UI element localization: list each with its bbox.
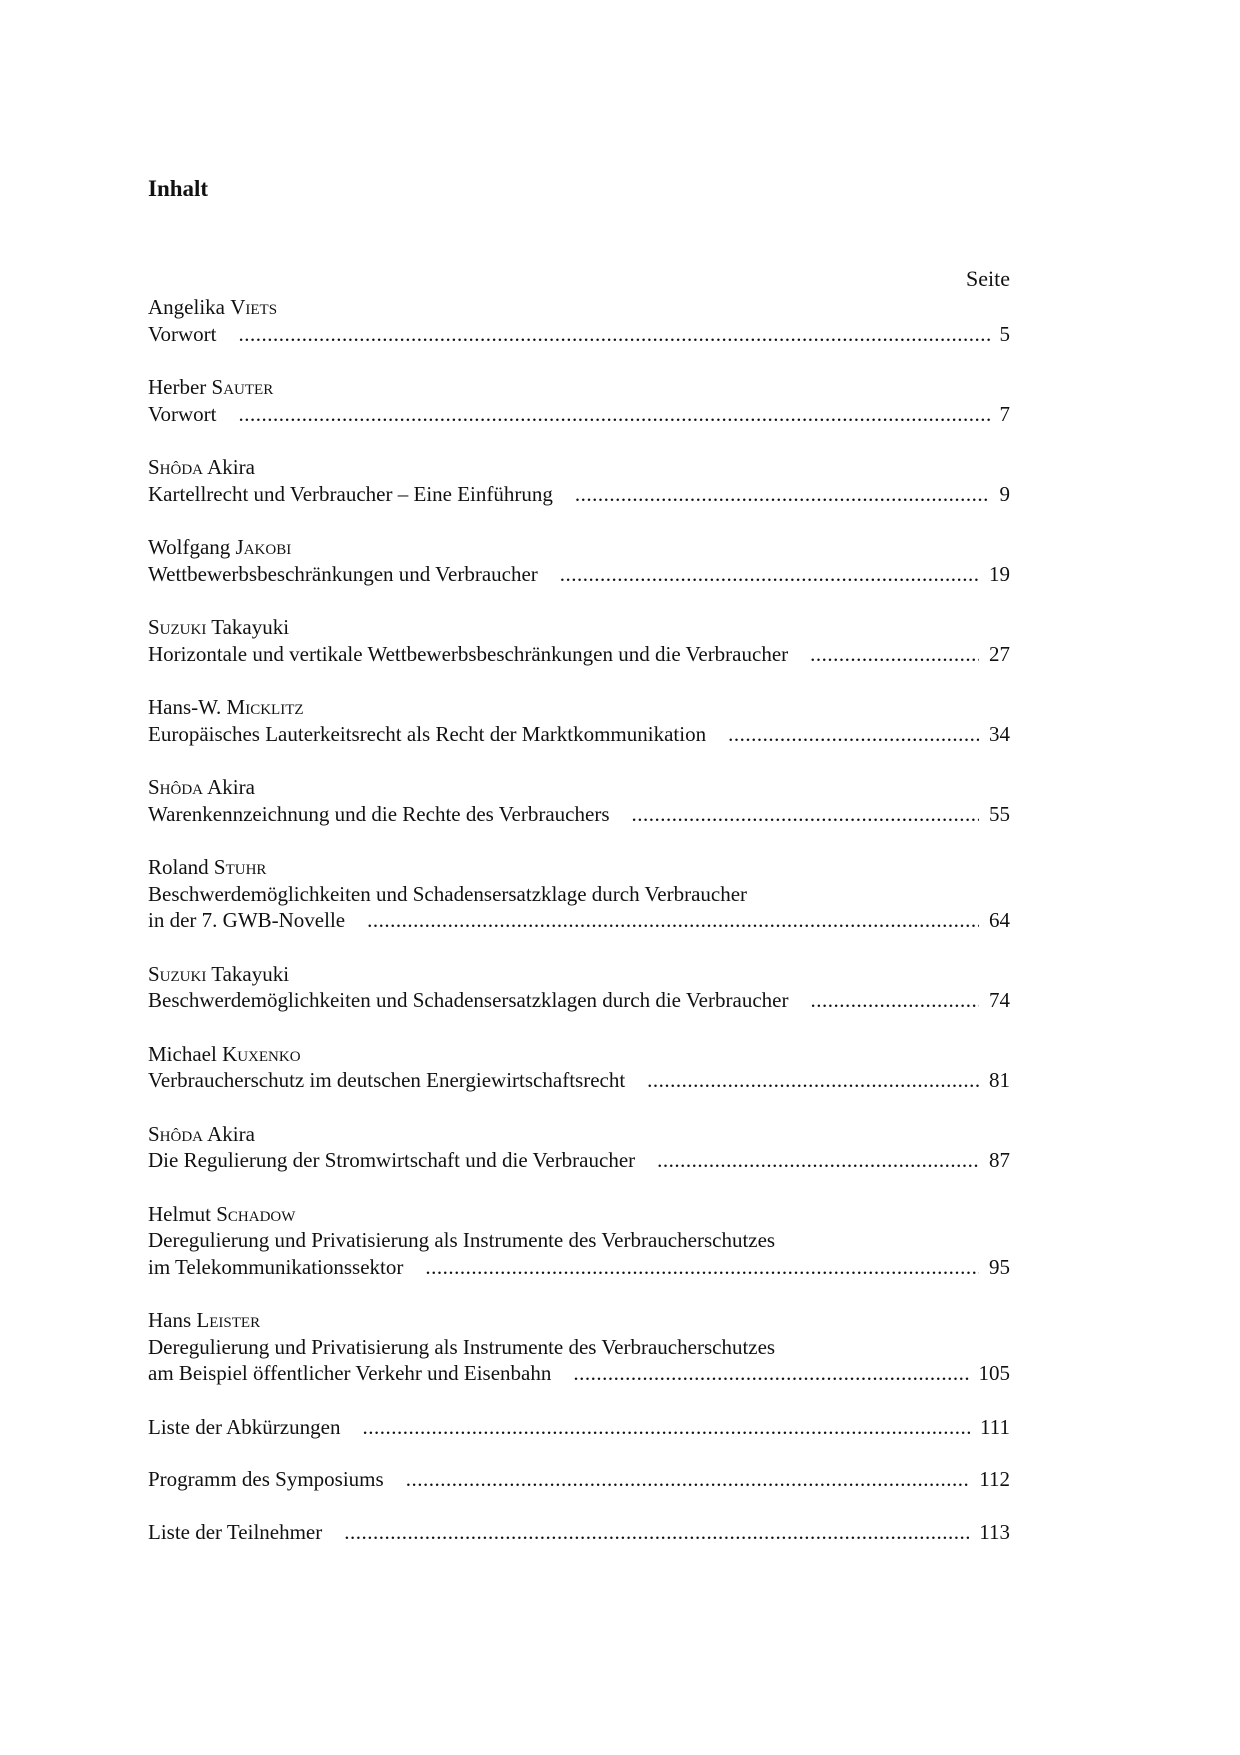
toc-title-row[interactable] — [148, 1360, 1010, 1387]
page-number: 55 — [989, 801, 1010, 826]
toc-title-row[interactable] — [148, 641, 1010, 668]
dot-leader — [238, 401, 989, 428]
toc-title: Kartellrecht und Verbraucher – Eine Einführung — [148, 481, 553, 506]
page-number: 95 — [989, 1254, 1010, 1279]
author-given-name: Akira — [207, 775, 255, 799]
page-number: 112 — [979, 1467, 1010, 1491]
toc-title-row[interactable] — [148, 907, 1010, 934]
author-first-name: Hans-W. — [148, 695, 222, 719]
dot-leader — [810, 641, 979, 668]
toc-title-row[interactable] — [148, 1519, 1010, 1546]
toc-entry — [148, 854, 1010, 934]
author-last-name: Schadow — [216, 1201, 296, 1226]
page-number: 111 — [980, 1414, 1010, 1439]
page-title: Inhalt — [148, 176, 209, 201]
toc-author — [148, 1121, 1010, 1148]
toc-entry — [148, 1121, 1010, 1174]
toc-author — [148, 1041, 1010, 1068]
toc-entry — [148, 1041, 1010, 1094]
toc-title-row[interactable] — [148, 1414, 1010, 1441]
toc-title-row[interactable] — [148, 1466, 1010, 1493]
toc-title-line: Deregulierung und Privatisierung als Instrumente des Verbraucherschutzes — [148, 1228, 776, 1252]
toc-title-row[interactable] — [148, 1147, 1010, 1174]
toc-title-line: Beschwerdemöglichkeiten und Schadensersatzklage durch Verbraucher — [148, 881, 748, 906]
dot-leader — [367, 907, 979, 934]
toc-title: am Beispiel öffentlicher Verkehr und Eisenbahn — [148, 1361, 552, 1385]
toc-title-line: Deregulierung und Privatisierung als Instrumente des Verbraucherschutzes — [148, 1334, 776, 1359]
toc-title: Die Regulierung der Stromwirtschaft und die Verbraucher — [148, 1148, 636, 1172]
page-number: 81 — [989, 1068, 1010, 1092]
page-number: 27 — [989, 641, 1010, 666]
toc-entry — [148, 961, 1010, 1014]
page-number: 7 — [999, 401, 1010, 426]
toc-appendix-entry — [148, 1466, 1010, 1493]
author-given-name: Akira — [207, 455, 255, 479]
toc-title: Verbraucherschutz im deutschen Energiewirtschaftsrecht — [148, 1068, 626, 1092]
dot-leader — [647, 1067, 979, 1094]
author-given-name: Takayuki — [211, 615, 290, 639]
page-number: 74 — [989, 988, 1010, 1012]
toc-author — [148, 774, 1010, 801]
toc-title-row[interactable] — [148, 987, 1010, 1014]
author-first-name: Angelika — [148, 295, 225, 319]
dot-leader — [425, 1254, 979, 1281]
author-given-name: Akira — [207, 1121, 255, 1146]
author-last-name: Shôda — [148, 775, 204, 799]
author-last-name: Viets — [230, 295, 278, 319]
author-first-name: Michael — [148, 1041, 217, 1066]
dot-leader — [632, 801, 980, 828]
dot-leader — [728, 721, 979, 748]
page-number: 9 — [999, 481, 1010, 506]
page-number: 5 — [999, 321, 1010, 346]
page-number: 64 — [989, 908, 1010, 932]
page-number: 34 — [989, 721, 1010, 746]
author-last-name: Shôda — [148, 1121, 204, 1146]
dot-leader — [406, 1466, 970, 1493]
toc-title: Warenkennzeichnung und die Rechte des Verbrauchers — [148, 801, 610, 826]
toc-title: im Telekommunikationssektor — [148, 1254, 404, 1279]
toc-author — [148, 694, 1010, 721]
dot-leader — [573, 1360, 968, 1387]
dot-leader — [362, 1414, 970, 1441]
toc-title-row[interactable] — [148, 561, 1010, 588]
dot-leader — [238, 321, 989, 348]
toc-author — [148, 454, 1010, 481]
page-number: 105 — [978, 1361, 1010, 1385]
page-number: 19 — [989, 561, 1010, 586]
dot-leader — [344, 1519, 969, 1546]
toc-author — [148, 1201, 1010, 1228]
toc-title-row[interactable] — [148, 321, 1010, 348]
dot-leader — [575, 481, 990, 508]
toc-entry — [148, 694, 1010, 747]
dot-leader — [560, 561, 979, 588]
toc-author — [148, 961, 1010, 988]
toc-entry — [148, 454, 1010, 507]
toc-author — [148, 374, 1010, 401]
page-number: 87 — [989, 1148, 1010, 1172]
toc-title: Liste der Abkürzungen — [148, 1414, 341, 1439]
author-last-name: Jakobi — [235, 535, 292, 559]
author-first-name: Wolfgang — [148, 535, 231, 559]
author-first-name: Helmut — [148, 1201, 211, 1226]
author-last-name: Suzuki — [148, 961, 207, 986]
toc-author — [148, 614, 1010, 641]
toc-title-row[interactable] — [148, 721, 1010, 748]
author-last-name: Leister — [196, 1308, 261, 1332]
toc-entry — [148, 614, 1010, 667]
author-given-name: Takayuki — [211, 961, 290, 986]
toc-entry — [148, 1201, 1010, 1281]
author-last-name: Suzuki — [148, 615, 207, 639]
toc-author — [148, 294, 1010, 321]
toc-entry — [148, 534, 1010, 587]
toc-entry — [148, 374, 1010, 427]
toc-title: Beschwerdemöglichkeiten und Schadensersatzklagen durch die Verbraucher — [148, 988, 789, 1012]
document-page — [148, 0, 1010, 1755]
toc-title: Wettbewerbsbeschränkungen und Verbraucher — [148, 561, 538, 586]
author-first-name: Roland — [148, 855, 209, 879]
toc-title: Liste der Teilnehmer — [148, 1519, 323, 1544]
toc-title-row[interactable] — [148, 1067, 1010, 1094]
toc-entry — [148, 294, 1010, 347]
dot-leader — [810, 987, 979, 1014]
toc-title: Vorwort — [148, 401, 217, 426]
author-last-name: Stuhr — [213, 855, 267, 879]
page-number: 113 — [979, 1519, 1010, 1544]
author-last-name: Sauter — [211, 375, 274, 399]
toc-author — [148, 1307, 1010, 1334]
author-first-name: Herber — [148, 375, 207, 399]
toc-appendix-entry — [148, 1519, 1010, 1546]
author-last-name: Shôda — [148, 455, 204, 479]
table-of-contents — [148, 294, 1010, 1571]
toc-entry — [148, 774, 1010, 827]
dot-leader — [657, 1147, 979, 1174]
toc-author — [148, 534, 1010, 561]
author-last-name: Kuxenko — [222, 1041, 301, 1066]
toc-author — [148, 854, 1010, 881]
toc-title: Europäisches Lauterkeitsrecht als Recht der Marktkommunikation — [148, 721, 707, 746]
toc-title: Programm des Symposiums — [148, 1467, 384, 1491]
toc-title-row[interactable] — [148, 1254, 1010, 1281]
toc-title-row[interactable] — [148, 481, 1010, 508]
toc-title: Horizontale und vertikale Wettbewerbsbeschränkungen und die Verbraucher — [148, 641, 789, 666]
toc-title: Vorwort — [148, 321, 217, 346]
toc-title: in der 7. GWB-Novelle — [148, 908, 346, 932]
toc-appendix-entry — [148, 1414, 1010, 1441]
author-last-name: Micklitz — [226, 695, 304, 719]
author-first-name: Hans — [148, 1308, 192, 1332]
page-column-label: Seite — [966, 266, 1010, 291]
toc-title-row[interactable] — [148, 801, 1010, 828]
toc-entry — [148, 1307, 1010, 1387]
toc-title-row[interactable] — [148, 401, 1010, 428]
